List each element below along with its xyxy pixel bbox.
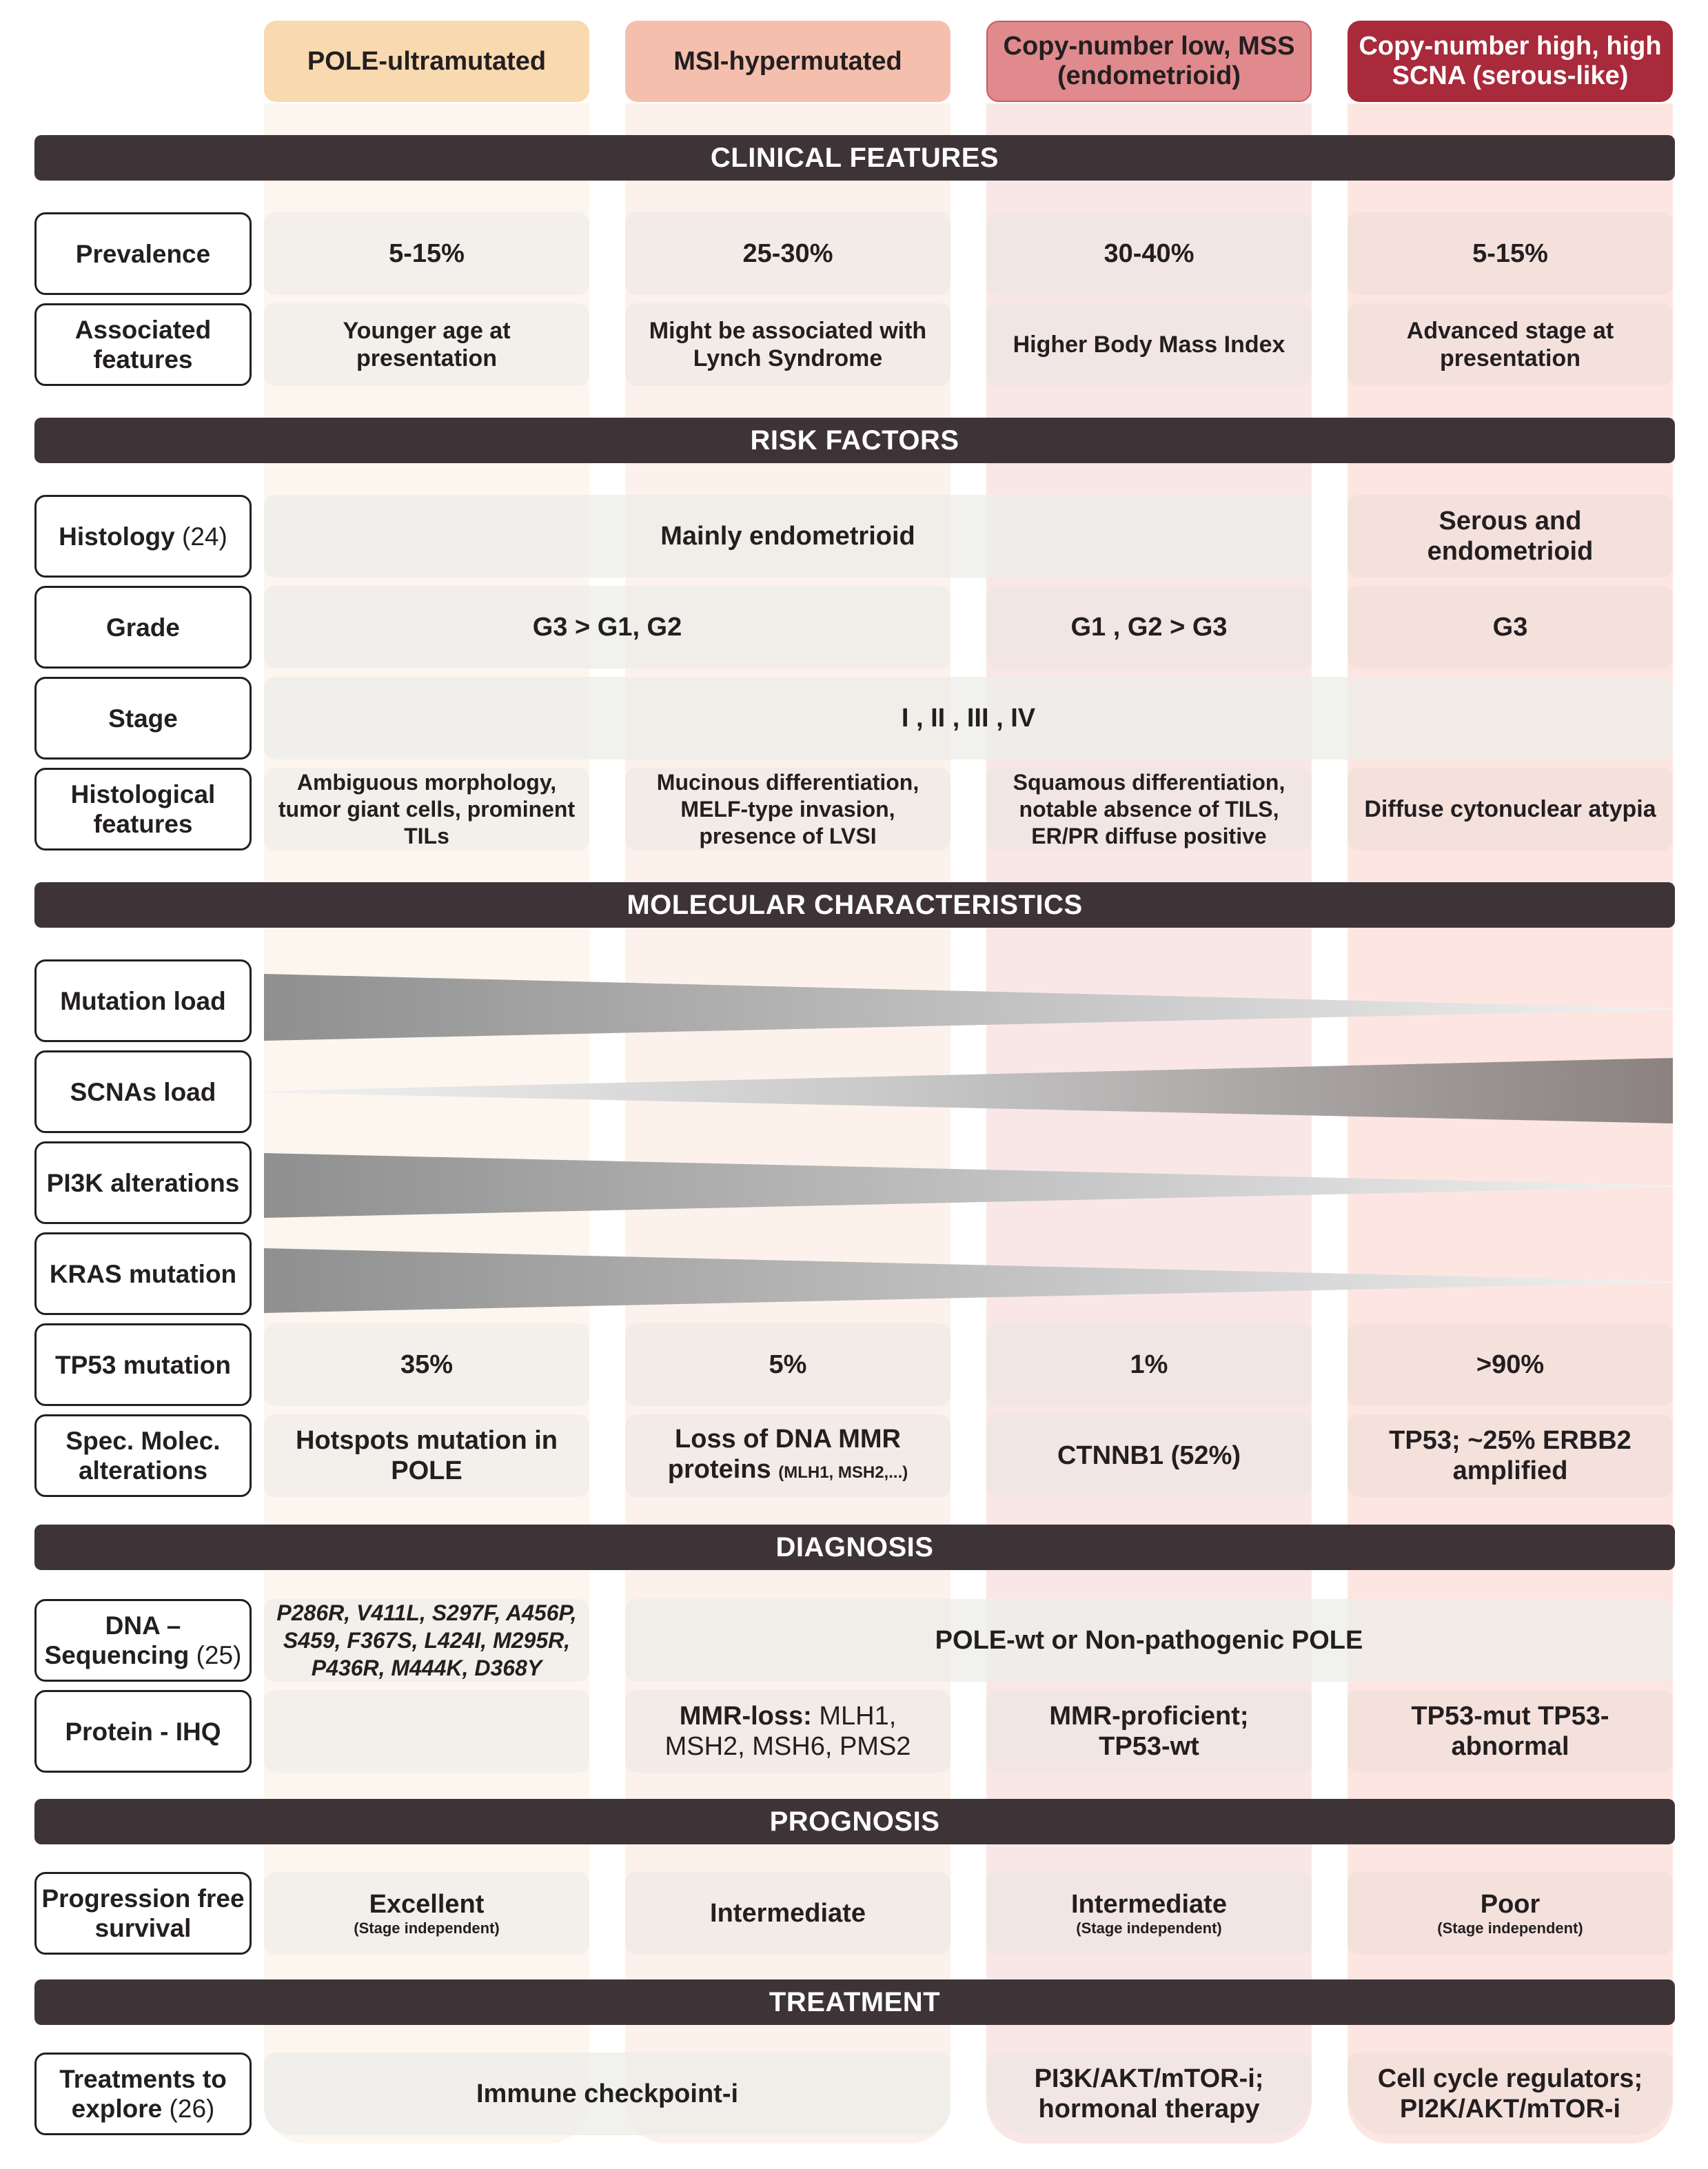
ihq-cnl: MMR-proficient; TP53-wt [986, 1690, 1312, 1773]
dna-label-ref: (25) [196, 1641, 242, 1669]
explore-label-text: Treatments to explore [59, 2065, 227, 2123]
mutation-load-wedge [264, 974, 1673, 1041]
ihq-msi-bold: MMR-loss: [679, 1702, 812, 1731]
pfs-pole-note: (Stage independent) [354, 1919, 500, 1937]
explore-cnl: PI3K/AKT/mTOR-i; hormonal therapy [986, 2053, 1312, 2135]
row-label-grade: Grade [34, 586, 252, 669]
pfs-pole [264, 1872, 589, 1955]
tp53-msi: 5% [625, 1323, 950, 1406]
ihq-msi [625, 1690, 950, 1773]
spec-cnh: TP53; ~25% ERBB2 amplified [1348, 1414, 1673, 1497]
row-label-tp53-mutation: TP53 mutation [34, 1323, 252, 1406]
column-header-cnh: Copy-number high, high SCNA (serous-like) [1348, 21, 1673, 102]
spec-cnl: CTNNB1 (52%) [986, 1414, 1312, 1497]
row-label-prevalence: Prevalence [34, 212, 252, 295]
row-label-protein-ihq: Protein - IHQ [34, 1690, 252, 1773]
pfs-cnh-note: (Stage independent) [1437, 1919, 1583, 1937]
histfeat-cnl: Squamous differentiation, notable absence of TILS, ER/PR diffuse positive [986, 768, 1312, 851]
histology-label-ref: (24) [182, 522, 227, 551]
row-label-scnas-load: SCNAs load [34, 1050, 252, 1133]
explore-cnh: Cell cycle regulators; PI2K/AKT/mTOR-i [1348, 2053, 1673, 2135]
section-clinical-features: CLINICAL FEATURES [34, 135, 1675, 181]
dna-label-wrap [37, 1611, 250, 1670]
ihq-msi-genes: MLH1, MSH2, MSH6, PMS2 [664, 1702, 911, 1761]
grade-merged: G3 > G1, G2 [264, 586, 950, 669]
grade-cnl: G1 , G2 > G3 [986, 586, 1312, 669]
associated-msi: Might be associated with Lynch Syndrome [625, 303, 950, 386]
ihq-cnh: TP53-mut TP53-abnormal [1348, 1690, 1673, 1773]
explore-label-wrap [37, 2064, 250, 2124]
row-label-spec-molec-alterations: Spec. Molec. alterations [34, 1414, 252, 1497]
spec-msi-main: Loss of DNA MMR proteins [667, 1424, 901, 1484]
histology-merged: Mainly endometrioid [264, 495, 1312, 578]
pfs-msi [625, 1872, 950, 1955]
row-label-stage: Stage [34, 677, 252, 760]
pfs-cnl-value: Intermediate [1071, 1890, 1227, 1919]
column-header-msi: MSI-hypermutated [625, 21, 950, 102]
section-treatment: TREATMENT [34, 1979, 1675, 2025]
tp53-cnl: 1% [986, 1323, 1312, 1406]
histfeat-pole: Ambiguous morphology, tumor giant cells, prominent TILs [264, 768, 589, 851]
tp53-cnh: >90% [1348, 1323, 1673, 1406]
explore-merged: Immune checkpoint-i [264, 2053, 950, 2135]
row-label-dna-sequencing [34, 1599, 252, 1682]
tp53-pole: 35% [264, 1323, 589, 1406]
spec-msi [625, 1414, 950, 1497]
dna-label-text: DNA – Sequencing [44, 1611, 190, 1669]
histfeat-cnh: Diffuse cytonuclear atypia [1348, 768, 1673, 851]
pfs-msi-value: Intermediate [710, 1899, 866, 1928]
column-header-cnl: Copy-number low, MSS (endometrioid) [986, 21, 1312, 102]
spec-pole: Hotspots mutation in POLE [264, 1414, 589, 1497]
ihq-pole [264, 1690, 589, 1773]
ihq-msi-text [646, 1701, 930, 1762]
column-header-pole: POLE-ultramutated [264, 21, 589, 102]
prevalence-cnl: 30-40% [986, 212, 1312, 295]
associated-cnl: Higher Body Mass Index [986, 303, 1312, 386]
pfs-cnl-note: (Stage independent) [1076, 1919, 1222, 1937]
pfs-cnh [1348, 1872, 1673, 1955]
row-label-associated-features: Associated features [34, 303, 252, 386]
histology-label-text: Histology [59, 522, 175, 551]
kras-mutation-wedge [264, 1248, 1673, 1313]
pfs-pole-value: Excellent [369, 1890, 485, 1919]
explore-label-ref: (26) [169, 2095, 215, 2123]
row-label-kras-mutation: KRAS mutation [34, 1232, 252, 1315]
row-label-mutation-load: Mutation load [34, 959, 252, 1042]
pi3k-alterations-wedge [264, 1153, 1673, 1218]
section-molecular-characteristics: MOLECULAR CHARACTERISTICS [34, 882, 1675, 928]
section-prognosis: PROGNOSIS [34, 1799, 1675, 1844]
row-label-progression-free-survival: Progression free survival [34, 1872, 252, 1955]
row-label-treatments-to-explore [34, 2053, 252, 2135]
prevalence-cnh: 5-15% [1348, 212, 1673, 295]
prevalence-msi: 25-30% [625, 212, 950, 295]
section-risk-factors: RISK FACTORS [34, 418, 1675, 463]
row-label-histological-features: Histological features [34, 768, 252, 851]
prevalence-pole: 5-15% [264, 212, 589, 295]
dna-pole-hotspots: P286R, V411L, S297F, A456P, S459, F367S, L424I, M295R, P436R, M444K, D368Y [264, 1599, 589, 1682]
histology-cnh: Serous and endometrioid [1348, 495, 1673, 578]
stage-value: I , II , III , IV [264, 677, 1673, 760]
section-diagnosis: DIAGNOSIS [34, 1525, 1675, 1570]
spec-msi-genes: (MLH1, MSH2,...) [778, 1463, 908, 1482]
pfs-cnh-value: Poor [1480, 1890, 1541, 1919]
grade-cnh: G3 [1348, 586, 1673, 669]
associated-pole: Younger age at presentation [264, 303, 589, 386]
associated-cnh: Advanced stage at presentation [1348, 303, 1673, 386]
spec-msi-text [653, 1424, 923, 1488]
dna-merged: POLE-wt or Non-pathogenic POLE [625, 1599, 1673, 1682]
row-label-pi3k-alterations: PI3K alterations [34, 1141, 252, 1224]
pfs-cnl [986, 1872, 1312, 1955]
histfeat-msi: Mucinous differentiation, MELF-type invasion, presence of LVSI [625, 768, 950, 851]
scnas-load-wedge [264, 1058, 1673, 1123]
